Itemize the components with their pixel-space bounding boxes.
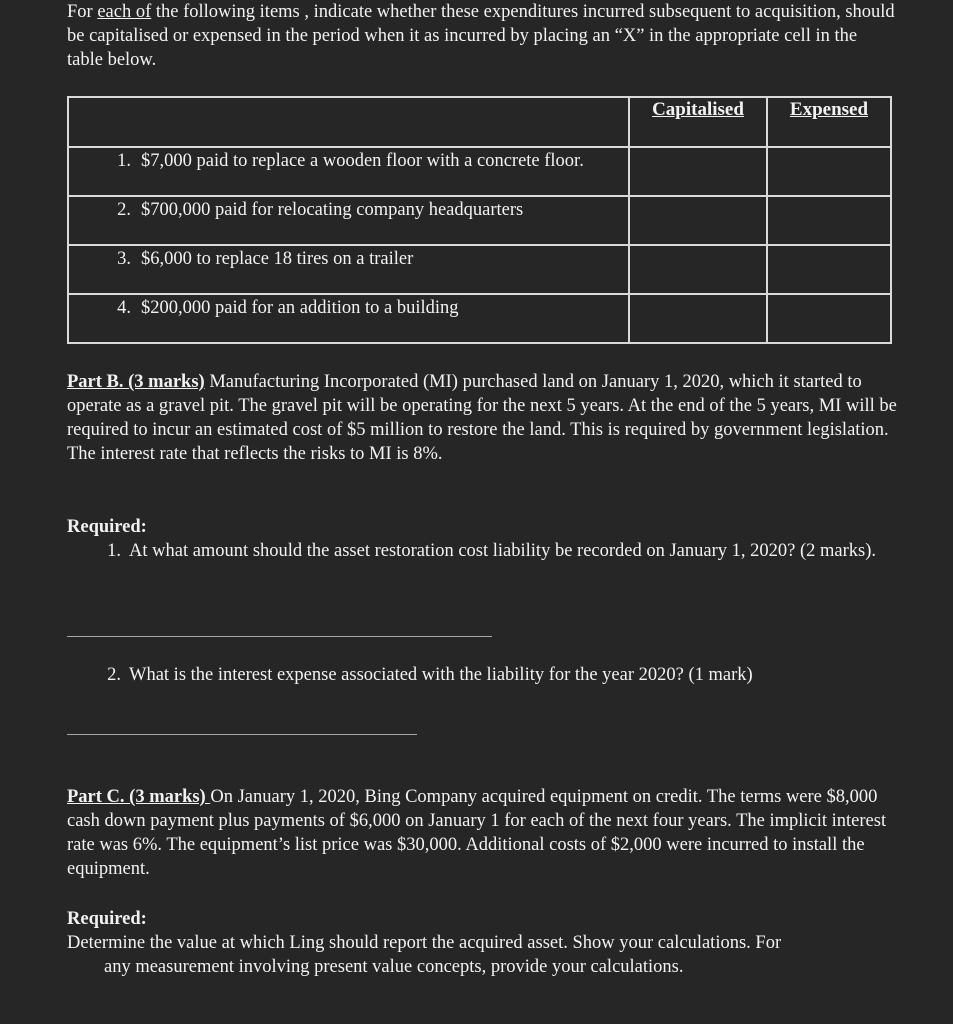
- table-header-capitalised: Capitalised: [629, 97, 767, 147]
- table-row: [68, 294, 891, 343]
- table-cell-expensed[interactable]: [767, 294, 891, 343]
- table-cell-expensed[interactable]: [767, 245, 891, 294]
- part-c-body: On January 1, 2020, Bing Company acquired equipment on credit. The terms were $8,000 cash down payment plus payments of $6,000 on January 1 for each of the next four years. The implicit interest rate was 6%. The equipment’s list price was $30,000. Additional costs of $2,000 were incurred to install the equipment.: [67, 787, 887, 879]
- table-row: [68, 147, 891, 196]
- answer-line-2[interactable]: [67, 734, 417, 735]
- item-number: 4.: [117, 298, 131, 318]
- question-text: What is the interest expense associated with the liability for the year 2020? (1 mark): [129, 665, 753, 685]
- item-number: 2.: [117, 200, 131, 220]
- question-text: At what amount should the asset restoration cost liability be recorded on January 1, 2020? (2 marks).: [129, 541, 877, 561]
- part-c-label: Part C. (3 marks): [67, 787, 211, 807]
- table-header-item: [68, 97, 629, 147]
- item-text: $200,000 paid for an addition to a building: [141, 298, 459, 318]
- expenditure-table: [67, 96, 892, 344]
- part-b-body: Manufacturing Incorporated (MI) purchased land on January 1, 2020, which it started to operate as a gravel pit. The gravel pit will be operating for the next 5 years. At the end of the 5 years, MI will be required to incur an estimated cost of $5 million to restore the land. This is required by government legislation. The interest rate that reflects the risks to MI is 8%.: [67, 372, 897, 464]
- part-b-required: [67, 515, 897, 563]
- table-cell-item: [68, 294, 629, 343]
- part-b-label: Part B. (3 marks): [67, 372, 205, 392]
- table-cell-capitalised[interactable]: [629, 245, 767, 294]
- part-c-required: [67, 907, 897, 979]
- table-header-row: [68, 97, 891, 147]
- answer-line-1[interactable]: [67, 636, 492, 637]
- question-1: [67, 539, 897, 563]
- part-b-paragraph: [67, 370, 897, 466]
- required-heading: Required:: [67, 909, 147, 929]
- table-row: [68, 196, 891, 245]
- item-text: $6,000 to replace 18 tires on a trailer: [141, 249, 414, 269]
- table-row: [68, 245, 891, 294]
- question-2: [67, 663, 897, 687]
- required-line-1: Determine the value at which Ling should report the acquired asset. Show your calculations. For: [67, 933, 782, 953]
- table-cell-capitalised[interactable]: [629, 294, 767, 343]
- intro-text-post: the following items , indicate whether these expenditures incurred subsequent to acquisition, should be capitalised or expensed in the period when it as incurred by placing an “X” in the appropriate cell in the table below.: [67, 2, 895, 70]
- table-cell-expensed[interactable]: [767, 147, 891, 196]
- item-number: 3.: [117, 249, 131, 269]
- table-cell-expensed[interactable]: [767, 196, 891, 245]
- required-line-2: any measurement involving present value concepts, provide your calculations.: [104, 957, 684, 977]
- item-number: 1.: [117, 151, 131, 171]
- table-header-expensed: Expensed: [767, 97, 891, 147]
- intro-text-pre: For: [67, 2, 98, 22]
- item-text: $7,000 paid to replace a wooden floor with a concrete floor.: [141, 151, 584, 171]
- table-cell-item: [68, 147, 629, 196]
- intro-text-underlined: each of: [97, 2, 152, 22]
- table-cell-item: [68, 245, 629, 294]
- question-number: 1.: [107, 541, 121, 561]
- question-number: 2.: [107, 665, 121, 685]
- table-cell-capitalised[interactable]: [629, 196, 767, 245]
- intro-paragraph: [67, 0, 897, 72]
- required-heading: Required:: [67, 517, 147, 537]
- table-cell-item: [68, 196, 629, 245]
- table-cell-capitalised[interactable]: [629, 147, 767, 196]
- item-text: $700,000 paid for relocating company headquarters: [141, 200, 524, 220]
- part-c-paragraph: [67, 785, 897, 881]
